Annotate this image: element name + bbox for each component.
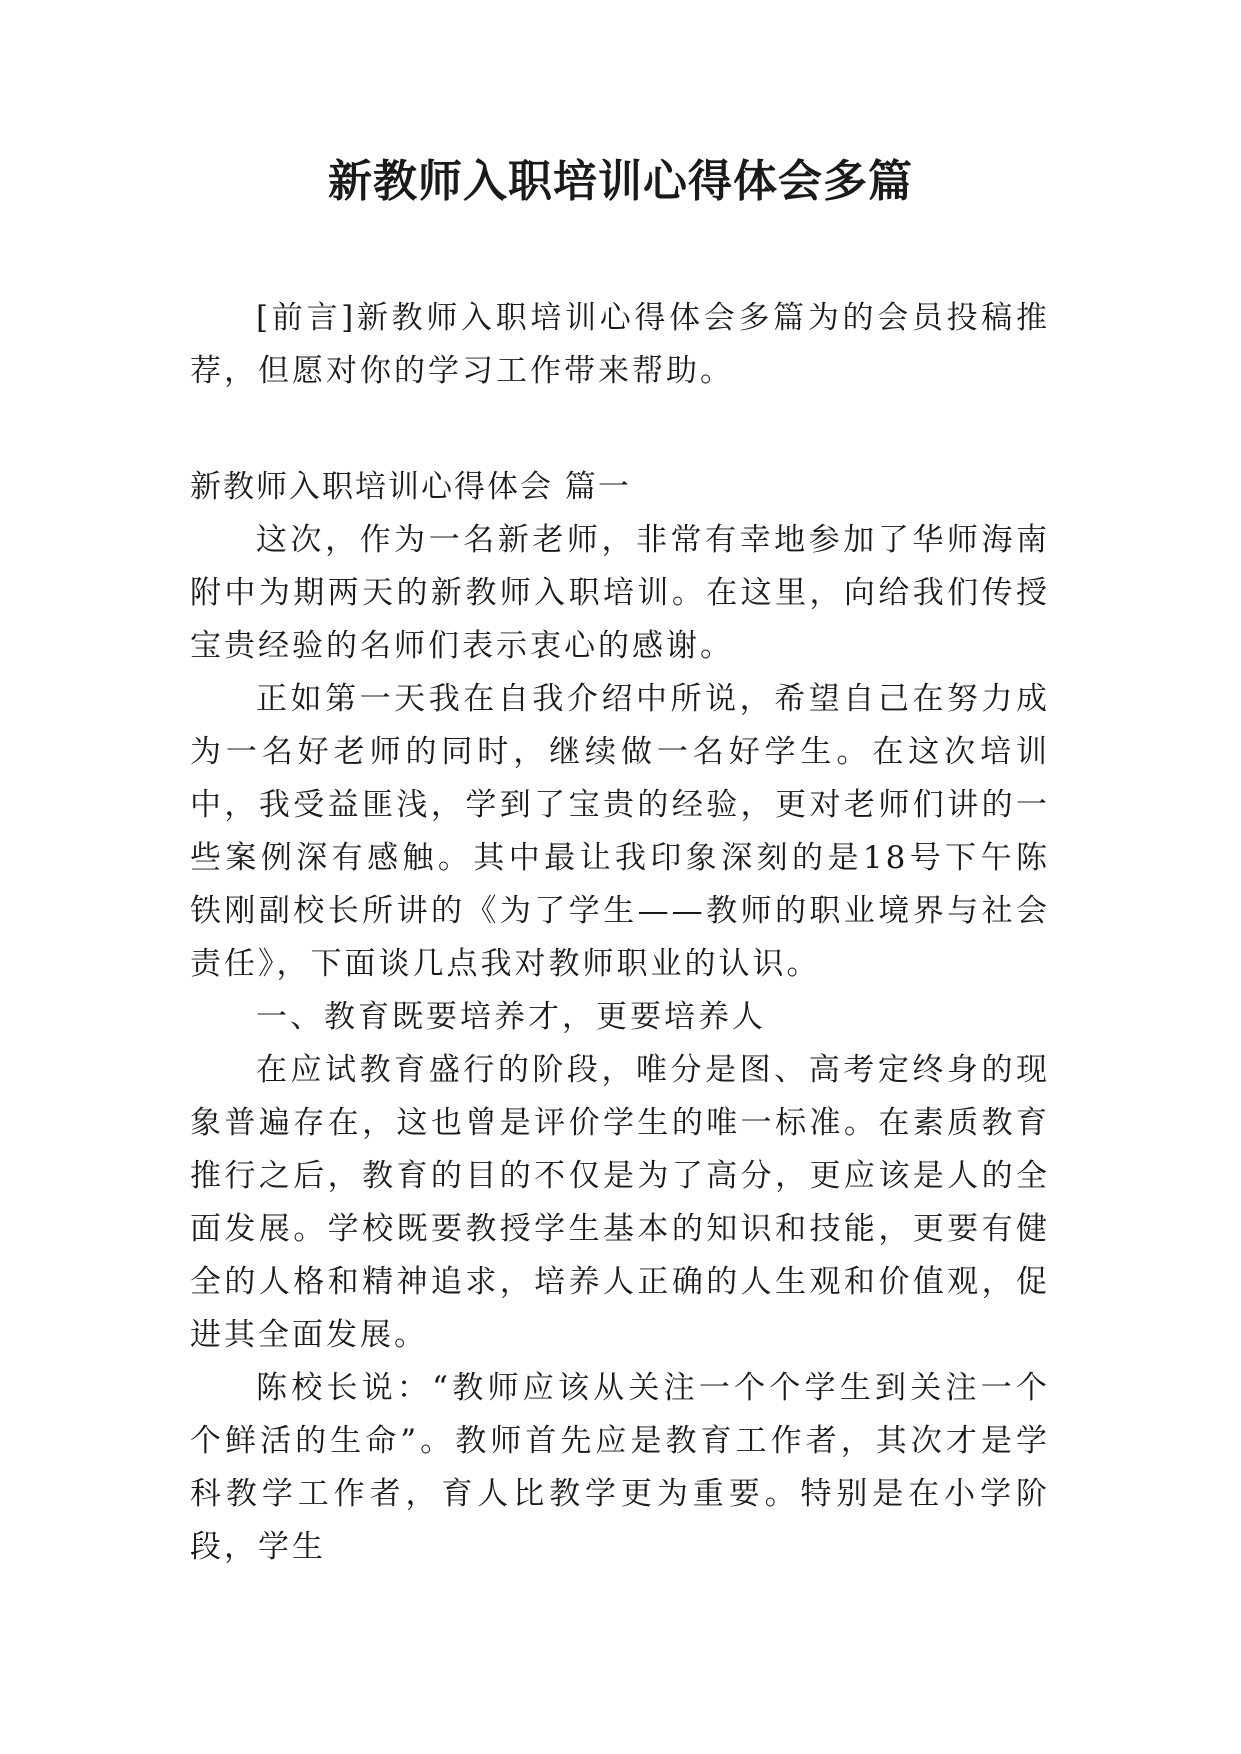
document-body <box>190 292 1050 1574</box>
subheading-1: 一、教育既要培养才，更要培养人 <box>256 999 766 1035</box>
preface-paragraph: [前言]新教师入职培训心得体会多篇为的会员投稿推荐，但愿对你的学习工作带来帮助。 <box>190 300 1050 389</box>
body-paragraph-4: 陈校长说：“教师应该从关注一个个学生到关注一个个鲜活的生命”。教师首先应是教育工作者，其次才是学科教学工作者，育人比教学更为重要。特别是在小学阶段，学生 <box>190 1370 1050 1565</box>
document-title: 新教师入职培训心得体会多篇 <box>328 156 913 207</box>
body-paragraph-1: 这次，作为一名新老师，非常有幸地参加了华师海南附中为期两天的新教师入职培训。在这里，向给我们传授宝贵经验的名师们表示衷心的感谢。 <box>190 522 1050 664</box>
section-heading: 新教师入职培训心得体会 篇一 <box>190 469 631 505</box>
body-paragraph-2: 正如第一天我在自我介绍中所说，希望自己在努力成为一名好老师的同时，继续做一名好学生。在这次培训中，我受益匪浅，学到了宝贵的经验，更对老师们讲的一些案例深有感触。其中最让我印象深刻的是18号下午陈铁刚副校长所讲的《为了学生——教师的职业境界与社会责任》，下面谈几点我对教师职业的认识。 <box>190 681 1050 982</box>
body-paragraph-3: 在应试教育盛行的阶段，唯分是图、高考定终身的现象普遍存在，这也曾是评价学生的唯一标准。在素质教育推行之后，教育的目的不仅是为了高分，更应该是人的全面发展。学校既要教授学生基本的知识和技能，更要有健全的人格和精神追求，培养人正确的人生观和价值观，促进其全面发展。 <box>190 1052 1050 1353</box>
